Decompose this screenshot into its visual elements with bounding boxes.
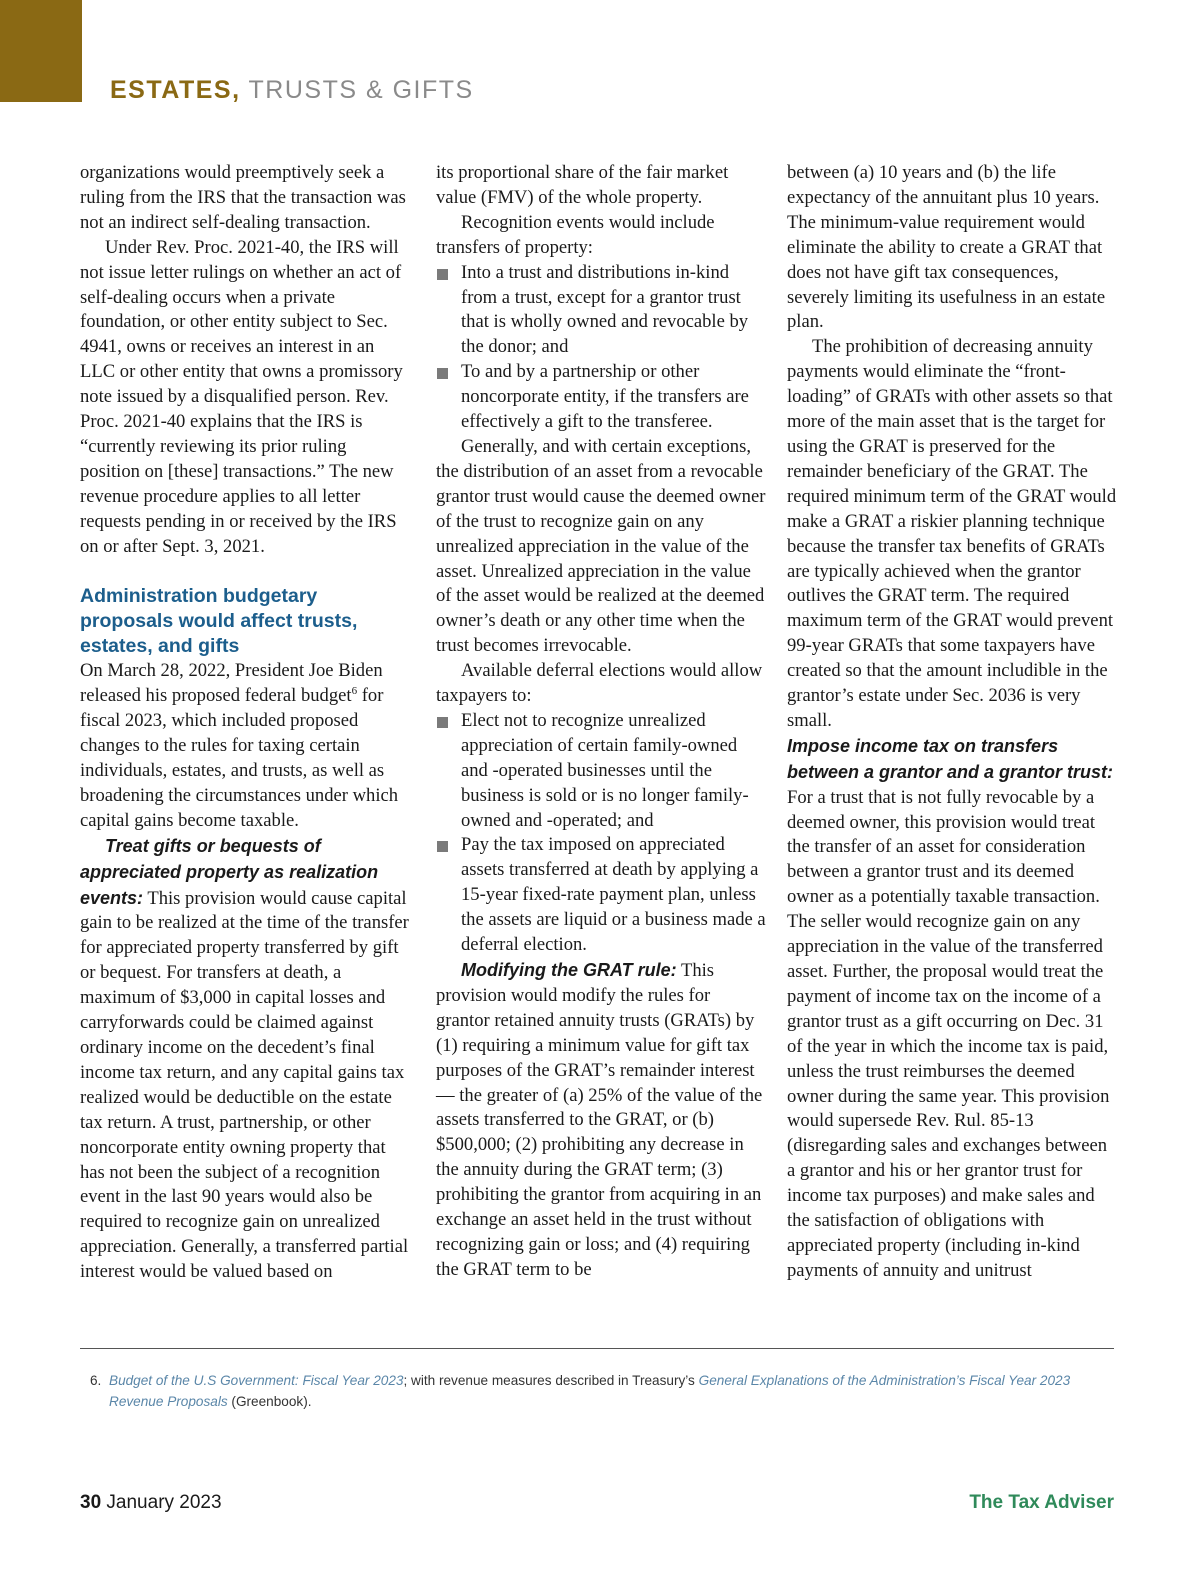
column-1 [80,161,410,1285]
column-3 [787,161,1117,1284]
run-in-heading: Impose income tax on transfers between a grantor and a grantor trust: [787,735,1114,782]
footnote-divider [80,1348,1114,1349]
page-footer-left [80,1492,222,1514]
subheading: Administration budgetary proposals would affect trusts, estates, and gifts [80,585,358,658]
column-2 [436,161,766,1283]
paragraph: The prohibition of decreasing annuity payments would eliminate the “front-loading” of GRATs with other assets so that more of the main asset that is the target for using the GRAT is preserved for the remainder beneficiary of the GRAT. The required minimum term of the GRAT would make a GRAT a riskier planning technique because the transfer tax benefits of GRATs are typically achieved when the grantor outlives the GRAT term. The required maximum term of the GRAT would prevent 99-year GRATs that some taxpayers have created so that the amount includible in the grantor’s estate under Sec. 2036 is very small. [787,336,1117,731]
footnote-link-greenbook[interactable]: General Explanations of the Administration’s Fiscal Year 2023 Revenue Proposals [109,1373,1071,1409]
paragraph: between (a) 10 years and (b) the life expectancy of the annuitant plus 10 years. The minimum-value requirement would eliminate the ability to create a GRAT that does not have gift tax consequences, severely limiting its usefulness in an estate plan. [787,162,1106,333]
bullet-list [436,709,766,958]
run-in-heading: Treat gifts or bequests of appreciated property as realization events: [80,835,379,908]
footnote-text: Budget of the U.S Government: Fiscal Year 2023; with revenue measures described in Treasury’s General Explanations of the Administration’s Fiscal Year 2023 Revenue Proposals (Greenbook). [109,1373,1071,1409]
issue-date: January 2023 [106,1492,222,1513]
bullet-square-icon [437,269,448,280]
paragraph [787,734,1117,1284]
list-item: Elect not to recognize unrealized appreciation of certain family-owned and -operated businesses until the business is sold or is no longer family-owned and -operated; and [436,709,766,834]
paragraph: Available deferral elections would allow taxpayers to: [436,660,763,707]
footnote-ref[interactable]: 6 [351,685,358,698]
paragraph [80,659,410,833]
section-header-bold: ESTATES, [110,76,241,104]
publication-name: The Tax Adviser [969,1492,1114,1513]
bullet-square-icon [437,841,448,852]
footnote-link-budget[interactable]: Budget of the U.S Government: Fiscal Year 2023 [109,1373,404,1388]
paragraph: organizations would preemptively seek a ruling from the IRS that the transaction was not an indirect self-dealing transaction. [80,162,406,233]
section-header-light: TRUSTS & GIFTS [248,76,474,104]
bullet-square-icon [437,368,448,379]
list-item: Pay the tax imposed on appreciated assets transferred at death by applying a 15-year fixed-rate payment plan, unless the assets are liquid or a business made a deferral election. [436,833,766,958]
section-color-block [0,0,82,102]
paragraph-text: for fiscal 2023, which included proposed changes to the rules for taxing certain individuals, estates, and trusts, as well as broadening the circumstances under which capital gains become taxable. [80,685,399,831]
list-item: Into a trust and distributions in-kind from a trust, except for a grantor trust that is wholly owned and revocable by the donor; and [436,261,766,361]
paragraph [436,958,766,1283]
paragraph-text: This provision would modify the rules for grantor retained annuity trusts (GRATs) by (1) requiring a minimum value for gift tax purposes of the GRAT’s remainder interest — the greater of (a) 25% of the value of the assets transferred to the GRAT, or (b) $500,000; (2) prohibiting any decrease in the annuity during the GRAT term; (3) prohibiting the grantor from acquiring in an exchange an asset held in the trust without recognizing gain or loss; and (4) requiring the GRAT term to be [436,960,763,1280]
list-item: To and by a partnership or other noncorporate entity, if the transfers are effectively a gift to the transferee. [436,360,766,435]
run-in-heading: Modifying the GRAT rule: [461,960,677,980]
bullet-list [436,261,766,435]
paragraph: Under Rev. Proc. 2021-40, the IRS will not issue letter rulings on whether an act of self-dealing occurs when a private foundation, or other entity subject to Sec. 4941, owns or receives an interest in an LLC or other entity that owns a promissory note issued by a disqualified person. Rev. Proc. 2021-40 explains that the IRS is “currently reviewing its prior ruling position on [these] transactions.” The new revenue procedure applies to all letter requests pending in or received by the IRS on or after Sept. 3, 2021. [80,236,403,557]
paragraph: Recognition events would include transfers of property: [436,211,715,258]
page-number: 30 [80,1492,102,1513]
footnote [80,1370,1114,1412]
paragraph: Generally, and with certain exceptions, the distribution of an asset from a revocable grantor trust would cause the deemed owner of the trust to recognize gain on any unrealized appreciation in the value of the asset. Unrealized appreciation in the value of the asset would be realized at the deemed owner’s death or any other time when the trust becomes irrevocable. [436,435,766,657]
paragraph-text: For a trust that is not fully revocable by a deemed owner, this provision would treat the transfer of an asset for consideration between a grantor trust and its deemed owner as a potentially taxable transaction. The seller would recognize gain on any appreciation in the value of the transferred asset. Further, the proposal would treat the payment of income tax on the income of a grantor trust as a gift occurring on Dec. 31 of the year in which the income tax is paid, unless the trust reimburses the deemed owner during the same year. This provision would supersede Rev. Rul. 85-13 (disregarding sales and exchanges between a grantor and his or her grantor trust for income tax purposes) and make sales and the satisfaction of obligations with appreciated property (including in-kind payments of annuity and unitrust [787,786,1110,1281]
section-header [110,74,474,106]
paragraph-text: This provision would cause capital gain to be realized at the time of the transfer for appreciated property transferred by gift or bequest. For transfers at death, a maximum of $3,000 in capital losses and carryforwards could be claimed against ordinary income on the decedent’s final income tax return, and any capital gains tax realized would be deductible on the estate tax return. A trust, partnership, or other noncorporate entity owning property that has not been the subject of a recognition event in the last 90 years would also be required to recognize gain on unrealized appreciation. Generally, a transferred partial interest would be valued based on [80,887,409,1283]
bullet-square-icon [437,717,448,728]
paragraph: its proportional share of the fair market value (FMV) of the whole property. [436,162,729,208]
paragraph [80,834,410,1285]
footnote-number: 6. [90,1373,102,1388]
paragraph-text: On March 28, 2022, President Joe Biden released his proposed federal budget [80,660,383,707]
